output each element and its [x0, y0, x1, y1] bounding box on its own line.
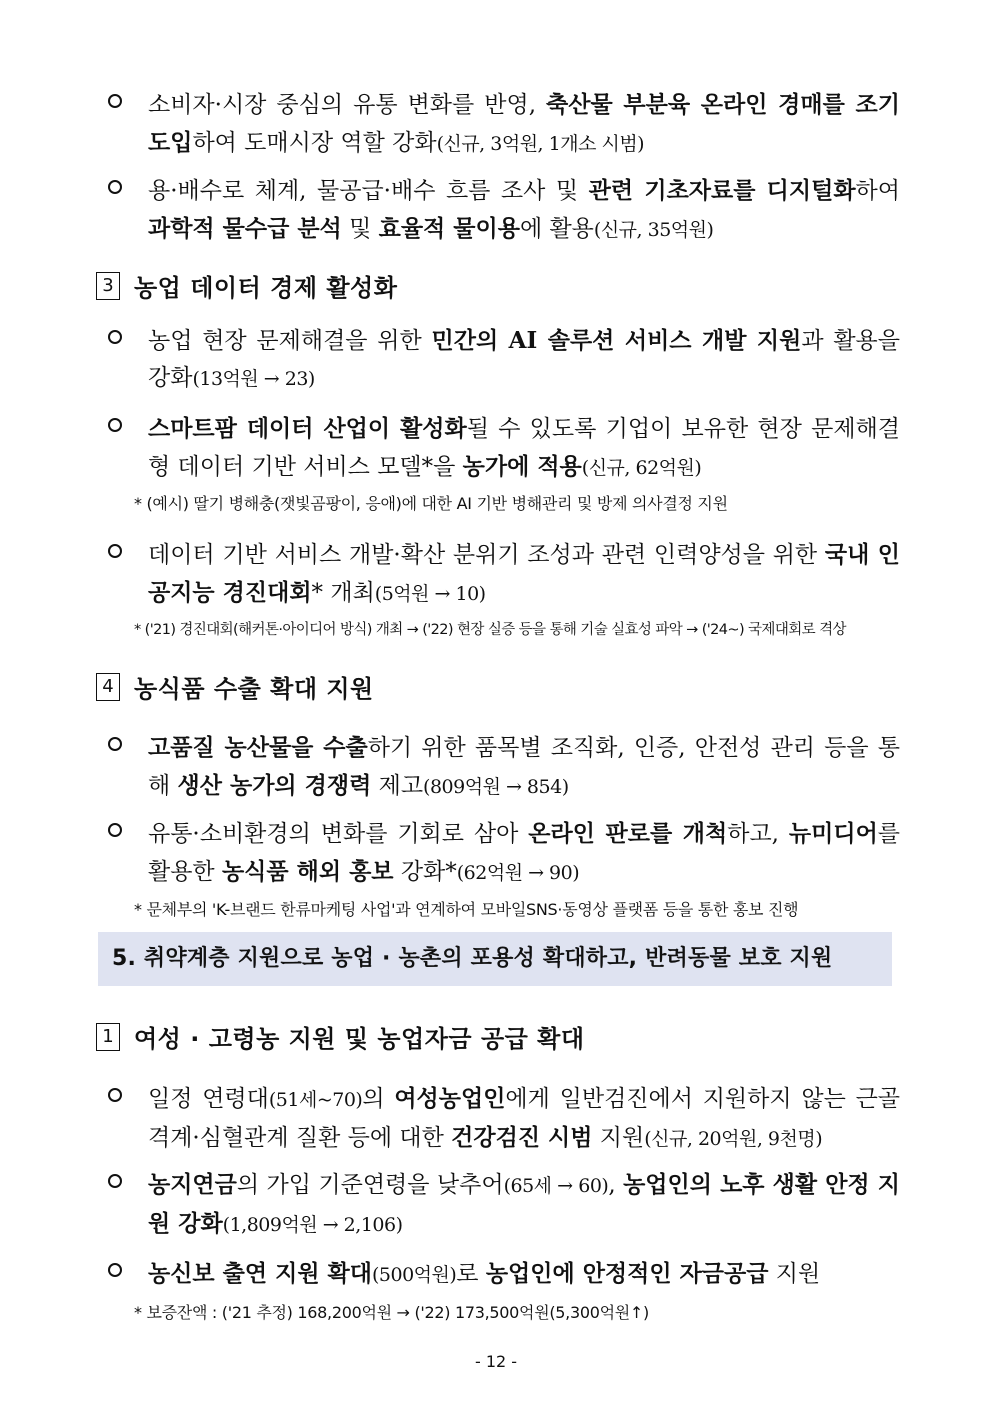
page-number: - 12 -: [474, 1352, 518, 1371]
body-text: 에게 일반검진에서 지원하지 않는 근골격계·심혈관계 질환 등에 대한: [148, 1086, 901, 1151]
bullet-text: [148, 410, 900, 487]
amount-text: (13억원 → 23): [192, 368, 315, 390]
bullet-smartfarm-data: [108, 410, 900, 487]
bullet-women-health: [108, 1080, 900, 1158]
body-text: 용·배수로 체계, 물공급·배수 흐름 조사 및: [148, 178, 589, 204]
body-text: 지원: [768, 1261, 821, 1287]
emphasis-text: 뉴미디어: [788, 820, 878, 847]
body-text: 하고,: [727, 821, 789, 847]
amount-text: (신규, 3억원, 1개소 시범): [436, 133, 645, 155]
circle-bullet-icon: [108, 418, 122, 432]
body-text: 일정 연령대: [148, 1086, 269, 1112]
footnote: * 보증잔액 : ('21 추정) 168,200억원 → ('22) 173,500억원(5,300억원↑): [134, 1303, 649, 1322]
circle-bullet-icon: [108, 737, 122, 751]
body-text: 강화*: [393, 859, 457, 885]
circle-bullet-icon: [108, 823, 122, 837]
bullet-ai-solution: [108, 322, 900, 398]
emphasis-text: 농업인의 노후 생활 안정 지원 강화: [148, 1171, 900, 1237]
emphasis-text: 온라인 판로를 개척: [528, 820, 728, 847]
emphasis-text: 건강검진 시범: [451, 1124, 593, 1151]
amount-text: (65세 → 60): [503, 1175, 609, 1197]
section-title: 농업 데이터 경제 활성화: [134, 274, 398, 302]
body-text: 하기 위한 품목별 조직화, 인증, 안전성 관리 등을 통해: [148, 735, 900, 799]
chapter-banner: 5. 취약계층 지원으로 농업 · 농촌의 포용성 확대하고, 반려동물 보호 지원: [98, 932, 892, 986]
emphasis-text: 농식품 해외 홍보: [221, 858, 394, 885]
emphasis-text: 스마트팜 데이터 산업이 활성화: [148, 415, 467, 442]
circle-bullet-icon: [108, 180, 122, 194]
bullet-text: [148, 729, 900, 806]
body-text: 를 활용한: [148, 821, 901, 885]
footnote: * (예시) 딸기 병해충(잿빛곰팡이, 응애)에 대한 AI 기반 병해관리 및 방제 의사결정 지원: [134, 494, 728, 513]
section-number: 4: [96, 673, 120, 701]
amount-text: (62억원 → 90): [456, 862, 580, 884]
circle-bullet-icon: [108, 330, 122, 344]
body-text: 농업 현장 문제해결을 위한: [148, 328, 432, 354]
body-text: 소비자·시장 중심의 유통 변화를 반영,: [148, 92, 547, 118]
body-text: 의: [362, 1086, 395, 1112]
body-text: 데이터 기반 서비스 개발·확산 분위기 조성과 관련 인력양성을 위한: [148, 542, 825, 568]
emphasis-text: 농신보 출연 지원 확대: [148, 1260, 372, 1287]
bullet-ai-contest: [108, 536, 900, 613]
amount-text: (500억원): [371, 1264, 457, 1286]
emphasis-text: 농가에 적용: [462, 453, 582, 480]
section-number: 3: [96, 272, 120, 300]
amount-text: (1,809억원 → 2,106): [222, 1214, 403, 1236]
emphasis-text: 국내 인공지능 경진대회: [148, 541, 901, 606]
section-heading-1: [96, 1019, 585, 1055]
bullet-farmland-pension: [108, 1166, 900, 1244]
emphasis-text: 농업인에 안정적인 자금공급: [485, 1260, 769, 1287]
circle-bullet-icon: [108, 544, 122, 558]
footnote: * 문체부의 'K-브랜드 한류마케팅 사업'과 연계하여 모바일SNS·동영상 플랫폼 등을 통한 홍보 진행: [134, 900, 799, 919]
emphasis-text: 생산 농가의 경쟁력: [177, 772, 372, 799]
amount-text: (신규, 20억원, 9천명): [644, 1128, 823, 1150]
emphasis-text: 과학적 물수급 분석: [148, 215, 342, 242]
amount-text: (신규, 35억원): [593, 219, 714, 241]
emphasis-text: 축산물 부분육 온라인 경매를 조기 도입: [148, 91, 900, 156]
body-text: 지원: [592, 1125, 645, 1151]
body-text: 제고: [371, 773, 424, 799]
bullet-text: [148, 1255, 900, 1294]
body-text: 유통·소비환경의 변화를 기회로 삼아: [148, 821, 529, 847]
body-text: 될 수 있도록 기업이 보유한 현장 문제해결형 데이터 기반 서비스 모델*을: [148, 416, 900, 480]
bullet-online-channel: [108, 815, 900, 892]
body-text: 하여 도매시장 역할 강화: [192, 130, 437, 156]
section-heading-3: [96, 268, 397, 304]
circle-bullet-icon: [108, 94, 122, 108]
bullet-text: [148, 172, 900, 249]
amount-text: (809억원 → 854): [423, 776, 569, 798]
emphasis-text: 여성농업인: [394, 1085, 506, 1112]
bullet-water-digitization: [108, 172, 900, 249]
body-text: * 개최: [311, 580, 375, 606]
amount-text: (5억원 → 10): [374, 583, 486, 605]
emphasis-text: 관련 기초자료를 디지털화: [588, 177, 856, 204]
body-text: ,: [608, 1172, 624, 1198]
bullet-export-quality: [108, 729, 900, 806]
body-text: 하여: [855, 178, 900, 204]
body-text: 의 가입 기준연령을 낮추어: [236, 1172, 504, 1198]
emphasis-text: 농지연금: [148, 1171, 237, 1198]
section-title: 여성 · 고령농 지원 및 농업자금 공급 확대: [134, 1025, 585, 1053]
bullet-credit-guarantee: [108, 1255, 900, 1294]
bullet-text: [148, 536, 900, 613]
amount-text: (신규, 62억원): [581, 457, 702, 479]
circle-bullet-icon: [108, 1088, 122, 1102]
amount-text: (51세~70): [268, 1089, 363, 1111]
body-text: 로: [456, 1261, 486, 1287]
footnote: * ('21) 경진대회(해커톤·아이디어 방식) 개최 → ('22) 현장 실증 등을 통해 기술 실효성 파악 → ('24~) 국제대회로 격상: [134, 622, 846, 638]
bullet-text: [148, 1080, 900, 1158]
section-number: 1: [96, 1023, 120, 1051]
body-text: 과 활용을 강화: [148, 328, 900, 391]
emphasis-text: 민간의 AI 솔루션 서비스 개발 지원: [431, 327, 802, 354]
bullet-text: [148, 86, 900, 163]
body-text: 에 활용: [519, 216, 594, 242]
circle-bullet-icon: [108, 1174, 122, 1188]
bullet-text: [148, 322, 900, 398]
bullet-text: [148, 815, 900, 892]
bullet-livestock-auction: [108, 86, 900, 163]
bullet-text: [148, 1166, 900, 1244]
circle-bullet-icon: [108, 1263, 122, 1277]
section-title: 농식품 수출 확대 지원: [134, 675, 374, 703]
section-heading-4: [96, 669, 374, 705]
body-text: 및: [341, 216, 379, 242]
emphasis-text: 고품질 농산물을 수출: [148, 734, 368, 761]
emphasis-text: 효율적 물이용: [378, 215, 520, 242]
